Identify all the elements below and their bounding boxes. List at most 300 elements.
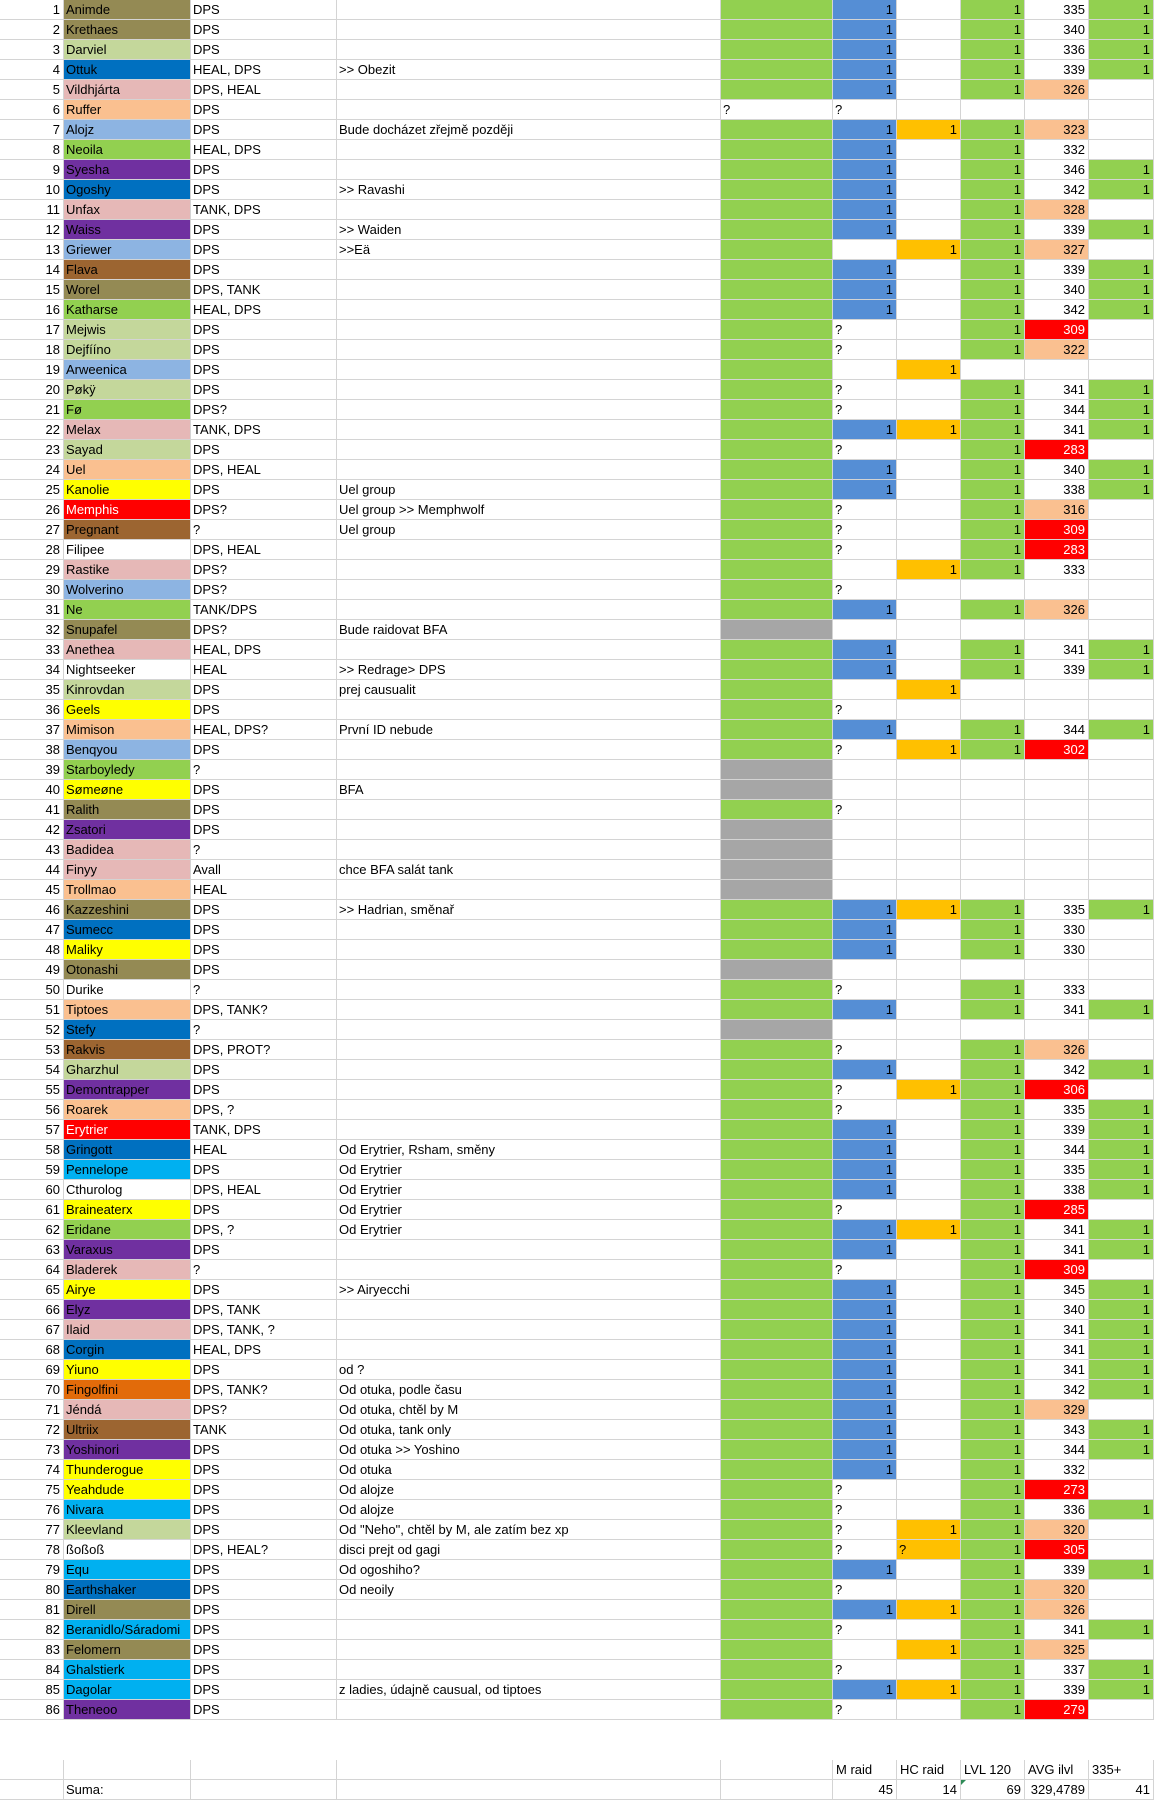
hc-raid-cell[interactable] xyxy=(897,1060,961,1080)
status-cell[interactable] xyxy=(721,820,833,840)
m-raid-cell[interactable]: 1 xyxy=(833,1360,897,1380)
plus335-cell[interactable] xyxy=(1089,100,1154,120)
note-cell[interactable]: Od neoily xyxy=(337,1580,721,1600)
m-raid-cell[interactable]: 1 xyxy=(833,140,897,160)
row-number-cell[interactable]: 31 xyxy=(0,600,64,620)
ilvl-cell[interactable]: 340 xyxy=(1025,280,1089,300)
row-number-cell[interactable]: 29 xyxy=(0,560,64,580)
lvl-cell[interactable] xyxy=(961,820,1025,840)
hc-raid-cell[interactable] xyxy=(897,40,961,60)
ilvl-cell[interactable]: 309 xyxy=(1025,520,1089,540)
character-name-cell[interactable]: Vildhjárta xyxy=(64,80,191,100)
plus335-cell[interactable] xyxy=(1089,1400,1154,1420)
plus335-cell[interactable] xyxy=(1089,960,1154,980)
status-cell[interactable] xyxy=(721,660,833,680)
note-cell[interactable] xyxy=(337,40,721,60)
status-cell[interactable] xyxy=(721,360,833,380)
hc-raid-cell[interactable] xyxy=(897,1560,961,1580)
status-cell[interactable] xyxy=(721,60,833,80)
ilvl-cell[interactable]: 326 xyxy=(1025,600,1089,620)
row-number-cell[interactable]: 46 xyxy=(0,900,64,920)
character-name-cell[interactable]: Mimison xyxy=(64,720,191,740)
row-number-cell[interactable]: 74 xyxy=(0,1460,64,1480)
plus335-header[interactable]: 335+ xyxy=(1089,1760,1154,1780)
m-raid-total[interactable]: 45 xyxy=(833,1780,897,1800)
hc-raid-cell[interactable] xyxy=(897,1620,961,1640)
m-raid-cell[interactable]: 1 xyxy=(833,1340,897,1360)
lvl-cell[interactable]: 1 xyxy=(961,1440,1025,1460)
status-cell[interactable] xyxy=(721,1660,833,1680)
role-cell[interactable]: DPS xyxy=(191,940,337,960)
status-cell[interactable] xyxy=(721,740,833,760)
character-name-cell[interactable]: Krethaes xyxy=(64,20,191,40)
m-raid-cell[interactable]: ? xyxy=(833,380,897,400)
m-raid-cell[interactable]: 1 xyxy=(833,60,897,80)
ilvl-cell[interactable] xyxy=(1025,800,1089,820)
role-cell[interactable]: DPS xyxy=(191,1520,337,1540)
character-name-cell[interactable]: Finyy xyxy=(64,860,191,880)
role-cell[interactable]: DPS xyxy=(191,1620,337,1640)
status-cell[interactable] xyxy=(721,460,833,480)
role-cell[interactable]: TANK xyxy=(191,1420,337,1440)
plus335-cell[interactable]: 1 xyxy=(1089,1220,1154,1240)
ilvl-cell[interactable]: 335 xyxy=(1025,1100,1089,1120)
ilvl-cell[interactable] xyxy=(1025,1020,1089,1040)
m-raid-cell[interactable]: 1 xyxy=(833,220,897,240)
status-cell[interactable] xyxy=(721,1240,833,1260)
character-name-cell[interactable]: Kinrovdan xyxy=(64,680,191,700)
ilvl-cell[interactable]: 279 xyxy=(1025,1700,1089,1720)
role-cell[interactable]: DPS xyxy=(191,340,337,360)
character-name-cell[interactable]: Felomern xyxy=(64,1640,191,1660)
note-cell[interactable] xyxy=(337,1340,721,1360)
ilvl-cell[interactable]: 344 xyxy=(1025,1140,1089,1160)
ilvl-cell[interactable]: 341 xyxy=(1025,1000,1089,1020)
note-cell[interactable] xyxy=(337,1240,721,1260)
hc-raid-cell[interactable] xyxy=(897,340,961,360)
m-raid-cell[interactable]: 1 xyxy=(833,80,897,100)
hc-raid-cell[interactable] xyxy=(897,940,961,960)
note-cell[interactable]: Od otuka, podle času xyxy=(337,1380,721,1400)
role-cell[interactable]: DPS xyxy=(191,380,337,400)
status-cell[interactable] xyxy=(721,1040,833,1060)
row-number-cell[interactable]: 59 xyxy=(0,1160,64,1180)
ilvl-cell[interactable]: 346 xyxy=(1025,160,1089,180)
lvl-cell[interactable]: 1 xyxy=(961,1200,1025,1220)
cell[interactable] xyxy=(191,1780,337,1800)
status-cell[interactable] xyxy=(721,140,833,160)
lvl-cell[interactable]: 1 xyxy=(961,1140,1025,1160)
character-name-cell[interactable]: Wolverino xyxy=(64,580,191,600)
row-number-cell[interactable]: 33 xyxy=(0,640,64,660)
plus335-cell[interactable] xyxy=(1089,580,1154,600)
row-number-cell[interactable]: 49 xyxy=(0,960,64,980)
character-name-cell[interactable]: Griewer xyxy=(64,240,191,260)
hc-raid-cell[interactable]: 1 xyxy=(897,420,961,440)
note-cell[interactable] xyxy=(337,280,721,300)
m-raid-cell[interactable]: 1 xyxy=(833,180,897,200)
m-raid-cell[interactable]: 1 xyxy=(833,600,897,620)
plus335-cell[interactable] xyxy=(1089,360,1154,380)
row-number-cell[interactable]: 6 xyxy=(0,100,64,120)
row-number-cell[interactable]: 66 xyxy=(0,1300,64,1320)
row-number-cell[interactable]: 75 xyxy=(0,1480,64,1500)
role-cell[interactable]: DPS? xyxy=(191,560,337,580)
character-name-cell[interactable]: Sayad xyxy=(64,440,191,460)
plus335-cell[interactable] xyxy=(1089,120,1154,140)
m-raid-cell[interactable]: 1 xyxy=(833,300,897,320)
note-cell[interactable]: >> Obezit xyxy=(337,60,721,80)
status-cell[interactable] xyxy=(721,1640,833,1660)
m-raid-cell[interactable]: 1 xyxy=(833,40,897,60)
role-cell[interactable]: DPS xyxy=(191,680,337,700)
character-name-cell[interactable]: Ultriix xyxy=(64,1420,191,1440)
hc-raid-cell[interactable] xyxy=(897,860,961,880)
lvl-cell[interactable]: 1 xyxy=(961,380,1025,400)
character-name-cell[interactable]: Elyz xyxy=(64,1300,191,1320)
lvl-cell[interactable]: 1 xyxy=(961,1600,1025,1620)
m-raid-cell[interactable]: ? xyxy=(833,1620,897,1640)
row-number-cell[interactable]: 69 xyxy=(0,1360,64,1380)
character-name-cell[interactable]: Pennelope xyxy=(64,1160,191,1180)
ilvl-cell[interactable] xyxy=(1025,680,1089,700)
row-number-cell[interactable]: 21 xyxy=(0,400,64,420)
note-cell[interactable]: Od alojze xyxy=(337,1480,721,1500)
status-cell[interactable] xyxy=(721,1520,833,1540)
note-cell[interactable] xyxy=(337,1700,721,1720)
role-cell[interactable]: DPS xyxy=(191,800,337,820)
role-cell[interactable]: TANK, DPS xyxy=(191,420,337,440)
role-cell[interactable]: DPS xyxy=(191,920,337,940)
status-cell[interactable] xyxy=(721,1540,833,1560)
hc-raid-cell[interactable] xyxy=(897,1380,961,1400)
status-cell[interactable] xyxy=(721,1260,833,1280)
status-cell[interactable] xyxy=(721,80,833,100)
lvl-cell[interactable]: 1 xyxy=(961,980,1025,1000)
plus335-cell[interactable]: 1 xyxy=(1089,1340,1154,1360)
ilvl-cell[interactable]: 325 xyxy=(1025,1640,1089,1660)
ilvl-cell[interactable]: 332 xyxy=(1025,1460,1089,1480)
note-cell[interactable] xyxy=(337,340,721,360)
hc-raid-cell[interactable] xyxy=(897,520,961,540)
note-cell[interactable]: Od Erytrier, Rsham, směny xyxy=(337,1140,721,1160)
role-cell[interactable]: DPS, ? xyxy=(191,1220,337,1240)
note-cell[interactable] xyxy=(337,20,721,40)
character-name-cell[interactable]: Memphis xyxy=(64,500,191,520)
ilvl-cell[interactable]: 340 xyxy=(1025,1300,1089,1320)
lvl-cell[interactable] xyxy=(961,760,1025,780)
note-cell[interactable]: Uel group >> Memphwolf xyxy=(337,500,721,520)
status-cell[interactable] xyxy=(721,1340,833,1360)
row-number-cell[interactable]: 24 xyxy=(0,460,64,480)
lvl-cell[interactable]: 1 xyxy=(961,1080,1025,1100)
hc-raid-cell[interactable] xyxy=(897,660,961,680)
ilvl-cell[interactable]: 302 xyxy=(1025,740,1089,760)
ilvl-cell[interactable]: 341 xyxy=(1025,1340,1089,1360)
m-raid-cell[interactable]: 1 xyxy=(833,160,897,180)
lvl-cell[interactable]: 1 xyxy=(961,1100,1025,1120)
ilvl-cell[interactable] xyxy=(1025,760,1089,780)
row-number-cell[interactable]: 14 xyxy=(0,260,64,280)
character-name-cell[interactable]: Pøkÿ xyxy=(64,380,191,400)
character-name-cell[interactable]: Braineaterx xyxy=(64,1200,191,1220)
ilvl-cell[interactable]: 345 xyxy=(1025,1280,1089,1300)
lvl-cell[interactable] xyxy=(961,960,1025,980)
status-cell[interactable] xyxy=(721,800,833,820)
character-name-cell[interactable]: Kleevland xyxy=(64,1520,191,1540)
character-name-cell[interactable]: Ghalstierk xyxy=(64,1660,191,1680)
note-cell[interactable] xyxy=(337,440,721,460)
row-number-cell[interactable]: 25 xyxy=(0,480,64,500)
ilvl-cell[interactable]: 332 xyxy=(1025,140,1089,160)
plus335-cell[interactable] xyxy=(1089,980,1154,1000)
character-name-cell[interactable]: Ottuk xyxy=(64,60,191,80)
row-number-cell[interactable]: 30 xyxy=(0,580,64,600)
row-number-cell[interactable]: 3 xyxy=(0,40,64,60)
status-cell[interactable] xyxy=(721,920,833,940)
lvl-cell[interactable] xyxy=(961,800,1025,820)
hc-raid-cell[interactable] xyxy=(897,1120,961,1140)
character-name-cell[interactable]: Ralith xyxy=(64,800,191,820)
plus335-cell[interactable]: 1 xyxy=(1089,380,1154,400)
note-cell[interactable] xyxy=(337,840,721,860)
m-raid-cell[interactable]: ? xyxy=(833,340,897,360)
plus335-cell[interactable]: 1 xyxy=(1089,720,1154,740)
row-number-cell[interactable]: 67 xyxy=(0,1320,64,1340)
status-cell[interactable] xyxy=(721,960,833,980)
hc-raid-cell[interactable] xyxy=(897,760,961,780)
row-number-cell[interactable]: 39 xyxy=(0,760,64,780)
hc-raid-cell[interactable] xyxy=(897,580,961,600)
note-cell[interactable] xyxy=(337,800,721,820)
character-name-cell[interactable]: Thunderogue xyxy=(64,1460,191,1480)
plus335-cell[interactable]: 1 xyxy=(1089,420,1154,440)
role-cell[interactable]: DPS xyxy=(191,440,337,460)
hc-raid-cell[interactable]: 1 xyxy=(897,1220,961,1240)
character-name-cell[interactable]: Tiptoes xyxy=(64,1000,191,1020)
character-name-cell[interactable]: Beranidlo/Sáradomi xyxy=(64,1620,191,1640)
ilvl-cell[interactable]: 339 xyxy=(1025,220,1089,240)
hc-raid-cell[interactable] xyxy=(897,440,961,460)
plus335-cell[interactable]: 1 xyxy=(1089,40,1154,60)
hc-raid-cell[interactable] xyxy=(897,1280,961,1300)
ilvl-cell[interactable]: 339 xyxy=(1025,1680,1089,1700)
ilvl-cell[interactable]: 336 xyxy=(1025,1500,1089,1520)
plus335-cell[interactable]: 1 xyxy=(1089,1160,1154,1180)
lvl-cell[interactable] xyxy=(961,860,1025,880)
hc-raid-cell[interactable] xyxy=(897,1660,961,1680)
ilvl-cell[interactable] xyxy=(1025,580,1089,600)
role-cell[interactable]: DPS xyxy=(191,360,337,380)
row-number-cell[interactable]: 73 xyxy=(0,1440,64,1460)
plus335-cell[interactable] xyxy=(1089,520,1154,540)
plus335-cell[interactable] xyxy=(1089,780,1154,800)
m-raid-cell[interactable]: ? xyxy=(833,580,897,600)
status-cell[interactable] xyxy=(721,700,833,720)
note-cell[interactable] xyxy=(337,1120,721,1140)
note-cell[interactable] xyxy=(337,1020,721,1040)
lvl-cell[interactable]: 1 xyxy=(961,180,1025,200)
lvl-cell[interactable]: 1 xyxy=(961,660,1025,680)
note-cell[interactable] xyxy=(337,560,721,580)
status-cell[interactable] xyxy=(721,580,833,600)
character-name-cell[interactable]: Direll xyxy=(64,1600,191,1620)
note-cell[interactable]: chce BFA salát tank xyxy=(337,860,721,880)
hc-raid-cell[interactable] xyxy=(897,1180,961,1200)
lvl-cell[interactable]: 1 xyxy=(961,1540,1025,1560)
status-cell[interactable] xyxy=(721,1300,833,1320)
ilvl-cell[interactable]: 341 xyxy=(1025,1240,1089,1260)
character-name-cell[interactable]: Animde xyxy=(64,0,191,20)
role-cell[interactable]: DPS? xyxy=(191,400,337,420)
plus335-cell[interactable]: 1 xyxy=(1089,1380,1154,1400)
plus335-cell[interactable] xyxy=(1089,80,1154,100)
m-raid-cell[interactable]: 1 xyxy=(833,20,897,40)
hc-raid-cell[interactable] xyxy=(897,1400,961,1420)
ilvl-cell[interactable]: 343 xyxy=(1025,1420,1089,1440)
role-cell[interactable]: DPS xyxy=(191,1200,337,1220)
hc-raid-cell[interactable] xyxy=(897,600,961,620)
plus335-cell[interactable] xyxy=(1089,760,1154,780)
character-name-cell[interactable]: Kanolie xyxy=(64,480,191,500)
plus335-cell[interactable] xyxy=(1089,740,1154,760)
row-number-cell[interactable]: 28 xyxy=(0,540,64,560)
note-cell[interactable] xyxy=(337,1060,721,1080)
character-name-cell[interactable]: Varaxus xyxy=(64,1240,191,1260)
lvl-cell[interactable]: 1 xyxy=(961,940,1025,960)
role-cell[interactable]: DPS? xyxy=(191,1400,337,1420)
role-cell[interactable]: DPS, HEAL xyxy=(191,1180,337,1200)
note-cell[interactable]: Uel group xyxy=(337,520,721,540)
hc-raid-cell[interactable] xyxy=(897,960,961,980)
hc-raid-cell[interactable] xyxy=(897,780,961,800)
hc-raid-cell[interactable] xyxy=(897,1340,961,1360)
hc-raid-cell[interactable] xyxy=(897,1140,961,1160)
note-cell[interactable]: Od "Neho", chtěl by M, ale zatím bez xp xyxy=(337,1520,721,1540)
lvl-cell[interactable] xyxy=(961,780,1025,800)
lvl-cell[interactable]: 1 xyxy=(961,80,1025,100)
role-cell[interactable]: DPS xyxy=(191,1700,337,1720)
role-cell[interactable]: DPS, PROT? xyxy=(191,1040,337,1060)
character-name-cell[interactable]: Sømeøne xyxy=(64,780,191,800)
ilvl-cell[interactable]: 339 xyxy=(1025,1560,1089,1580)
role-cell[interactable]: DPS xyxy=(191,1680,337,1700)
character-name-cell[interactable]: Nightseeker xyxy=(64,660,191,680)
row-number-cell[interactable]: 38 xyxy=(0,740,64,760)
hc-raid-cell[interactable] xyxy=(897,20,961,40)
row-number-cell[interactable]: 1 xyxy=(0,0,64,20)
plus335-cell[interactable] xyxy=(1089,1460,1154,1480)
m-raid-cell[interactable]: ? xyxy=(833,1080,897,1100)
m-raid-cell[interactable] xyxy=(833,560,897,580)
lvl-cell[interactable]: 1 xyxy=(961,1240,1025,1260)
plus335-cell[interactable] xyxy=(1089,620,1154,640)
m-raid-cell[interactable]: ? xyxy=(833,400,897,420)
role-cell[interactable]: DPS xyxy=(191,240,337,260)
role-cell[interactable]: DPS xyxy=(191,1060,337,1080)
character-name-cell[interactable]: Ogoshy xyxy=(64,180,191,200)
plus335-cell[interactable] xyxy=(1089,680,1154,700)
character-name-cell[interactable]: Sumecc xyxy=(64,920,191,940)
character-name-cell[interactable]: Fingolfini xyxy=(64,1380,191,1400)
character-name-cell[interactable]: Snupafel xyxy=(64,620,191,640)
status-cell[interactable] xyxy=(721,1140,833,1160)
hc-raid-cell[interactable] xyxy=(897,320,961,340)
role-cell[interactable]: DPS, HEAL xyxy=(191,460,337,480)
character-name-cell[interactable]: Mejwis xyxy=(64,320,191,340)
ilvl-cell[interactable]: 329 xyxy=(1025,1400,1089,1420)
lvl-cell[interactable]: 1 xyxy=(961,1340,1025,1360)
character-name-cell[interactable]: Eridane xyxy=(64,1220,191,1240)
character-name-cell[interactable]: Arweenica xyxy=(64,360,191,380)
m-raid-cell[interactable]: 1 xyxy=(833,1180,897,1200)
lvl-cell[interactable]: 1 xyxy=(961,640,1025,660)
hc-raid-cell[interactable] xyxy=(897,1020,961,1040)
m-raid-cell[interactable] xyxy=(833,860,897,880)
role-cell[interactable]: HEAL, DPS xyxy=(191,300,337,320)
row-number-cell[interactable]: 80 xyxy=(0,1580,64,1600)
note-cell[interactable]: >>Eä xyxy=(337,240,721,260)
lvl-cell[interactable] xyxy=(961,680,1025,700)
plus335-cell[interactable]: 1 xyxy=(1089,640,1154,660)
character-name-cell[interactable]: Worel xyxy=(64,280,191,300)
hc-raid-cell[interactable] xyxy=(897,1480,961,1500)
role-cell[interactable]: DPS, TANK? xyxy=(191,1000,337,1020)
note-cell[interactable]: Od Erytrier xyxy=(337,1220,721,1240)
note-cell[interactable]: Od otuka, chtěl by M xyxy=(337,1400,721,1420)
plus335-cell[interactable]: 1 xyxy=(1089,260,1154,280)
lvl-cell[interactable]: 1 xyxy=(961,1000,1025,1020)
status-cell[interactable] xyxy=(721,280,833,300)
m-raid-cell[interactable]: 1 xyxy=(833,940,897,960)
character-name-cell[interactable]: Geels xyxy=(64,700,191,720)
plus335-cell[interactable]: 1 xyxy=(1089,300,1154,320)
row-number-cell[interactable]: 19 xyxy=(0,360,64,380)
plus335-total[interactable]: 41 xyxy=(1089,1780,1154,1800)
lvl-cell[interactable]: 1 xyxy=(961,1380,1025,1400)
character-name-cell[interactable]: Demontrapper xyxy=(64,1080,191,1100)
status-cell[interactable] xyxy=(721,1120,833,1140)
note-cell[interactable] xyxy=(337,260,721,280)
character-name-cell[interactable]: Dejfííno xyxy=(64,340,191,360)
character-name-cell[interactable]: Waiss xyxy=(64,220,191,240)
row-number-cell[interactable]: 15 xyxy=(0,280,64,300)
hc-raid-cell[interactable]: 1 xyxy=(897,900,961,920)
status-cell[interactable] xyxy=(721,1180,833,1200)
plus335-cell[interactable] xyxy=(1089,1080,1154,1100)
note-cell[interactable]: Od Erytrier xyxy=(337,1160,721,1180)
plus335-cell[interactable]: 1 xyxy=(1089,400,1154,420)
status-cell[interactable] xyxy=(721,520,833,540)
m-raid-cell[interactable] xyxy=(833,360,897,380)
status-cell[interactable] xyxy=(721,1000,833,1020)
plus335-cell[interactable]: 1 xyxy=(1089,1360,1154,1380)
role-cell[interactable]: DPS xyxy=(191,0,337,20)
row-number-cell[interactable]: 44 xyxy=(0,860,64,880)
status-cell[interactable] xyxy=(721,1220,833,1240)
lvl-cell[interactable]: 1 xyxy=(961,1180,1025,1200)
note-cell[interactable] xyxy=(337,580,721,600)
row-number-cell[interactable]: 64 xyxy=(0,1260,64,1280)
lvl-cell[interactable]: 1 xyxy=(961,1560,1025,1580)
ilvl-cell[interactable]: 316 xyxy=(1025,500,1089,520)
lvl-cell[interactable]: 1 xyxy=(961,480,1025,500)
status-cell[interactable] xyxy=(721,20,833,40)
m-raid-cell[interactable]: ? xyxy=(833,100,897,120)
lvl-cell[interactable]: 1 xyxy=(961,1300,1025,1320)
hc-raid-cell[interactable]: 1 xyxy=(897,120,961,140)
character-name-cell[interactable]: Roarek xyxy=(64,1100,191,1120)
